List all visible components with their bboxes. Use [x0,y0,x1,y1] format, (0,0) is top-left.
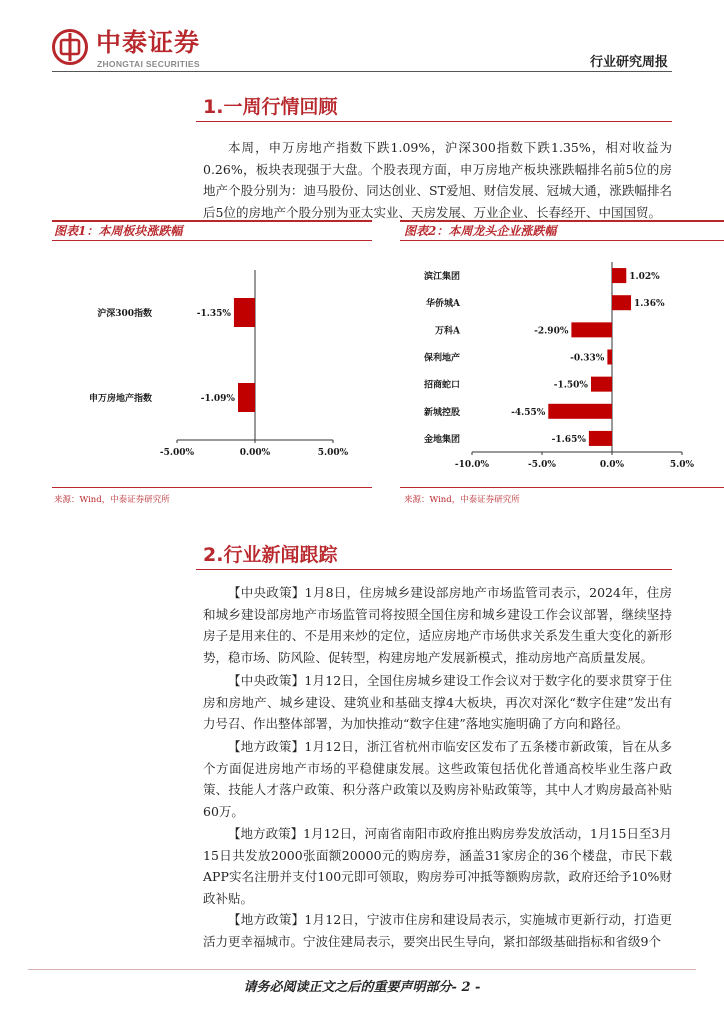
footer-divider [28,969,696,970]
category-label: 万科A [435,326,460,337]
section1-paragraph: 本周，申万房地产指数下跌1.09%，沪深300指数下跌1.35%，相对收益为0.26%，板块表现强于大盘。个股表现方面，申万房地产板块涨跌幅排名前5位的房地产个股分别为：迪马股份、同达创业、ST爱旭、财信发展、冠城大通，涨跌幅排名后5位的房地产个股分别为亚太实业、天房发展、万业企业、长春经开、中国国贸。 [203,140,672,220]
x-tick-label: 0.00% [239,448,271,458]
x-tick-label: 5.00% [317,448,349,458]
news-paragraph: 【中央政策】1月8日，住房城乡建设部房地产市场监管司表示，2024年，住房和城乡建设部房地产市场监管司将按照全国住房和城乡建设工作会议部署，继续坚持房子是用来住的、不是用来炒的定位，适应房地产市场供求关系发生重大变化的新形势，稳市场、防风险、促转型，构建房地产发展新模式，推动房地产高质量发展。 [203,585,672,665]
figure1-chart [52,242,372,484]
report-type: 行业研究周报 [589,55,668,70]
figure1-top-rule [52,220,372,222]
section2-title: 2.行业新闻跟踪 [203,544,338,566]
x-tick-label: -10.0% [454,460,490,470]
x-tick-label: 0.0% [599,460,625,470]
data-label: -0.33% [570,353,605,364]
data-label: -1.35% [196,309,231,319]
zhongtai-logo-icon [52,29,88,65]
x-tick-label: 5.0% [669,460,695,470]
news-paragraph: 【地方政策】1月12日，河南省南阳市政府推出购房券发放活动，1月15日至3月15日共发放2000张面额20000元的购房券，涵盖31家房企的36个楼盘，市民下载APP实名注册并支付100元即可领取，购房券可冲抵等额购房款，政府还给予10%财政补贴。 [203,826,672,906]
category-label: 申万房地产指数 [88,394,152,404]
section1-divider [196,121,672,122]
bar [612,295,631,310]
news-paragraph: 【地方政策】1月12日，宁波市住房和建设局表示，实施城市更新行动，打造更活力更幸福城市。宁波住建局表示，要突出民生导向，紧扣部级基础指标和省级9个 [203,912,672,949]
news-paragraph: 【中央政策】1月12日，全国住房城乡建设工作会议对于数字化的要求贯穿于住房和房地产、城乡建设、建筑业和基础支撑4大板块，再次对深化“数字住建”发出有力号召、作出整体部署，为加快推动“数字住建”落地实施明确了方向和路径。 [203,673,672,731]
x-tick-label: -5.00% [159,448,195,458]
brand-name-cn: 中泰证券 [96,28,201,57]
category-label: 滨江集团 [423,272,460,283]
header-divider [52,71,672,72]
section2-divider [196,569,672,570]
bar [548,404,612,419]
category-label: 华侨城A [426,299,460,310]
news-paragraph: 【地方政策】1月12日，浙江省杭州市临安区发布了五条楼市新政策，旨在从多个方面促进房地产市场的平稳健康发展。这些政策包括优化普通高校毕业生落户政策、技能人才落户政策、积分落户政策以及购房补贴政策等，其中人才购房最高补贴60万。 [203,739,672,819]
data-label: -1.50% [553,380,588,391]
bar [238,383,255,412]
category-label: 招商蛇口 [423,380,460,391]
figure1-source: 来源：Wind，中泰证券研究所 [54,495,170,505]
figure1-source-rule [52,487,372,488]
data-label: -2.90% [534,326,569,337]
data-label: -1.65% [551,434,586,445]
bar [571,322,612,337]
bar [612,268,626,283]
figure2-source: 来源：Wind，中泰证券研究所 [404,495,520,505]
brand-name-en: ZHONGTAI SECURITIES [97,59,200,69]
category-label: 保利地产 [423,353,460,364]
bar [234,298,255,327]
figure2-title-rule [400,240,724,241]
footer-disclaimer: 请务必阅读正文之后的重要声明部分- 2 - [243,980,481,995]
figure2-chart [400,242,724,484]
figure2-title: 图表2：本周龙头企业涨跌幅 [404,224,557,238]
x-tick-label: -5.0% [528,460,556,470]
section1-title: 1.一周行情回顾 [203,96,338,118]
data-label: 1.36% [634,299,665,310]
data-label: -1.09% [200,394,235,404]
data-label: -4.55% [511,407,546,418]
bar [607,350,612,365]
category-label: 金地集团 [423,434,460,445]
figure1-title: 图表1：本周板块涨跌幅 [54,224,183,238]
figure1-title-rule [52,240,372,241]
figure2-top-rule [400,220,724,222]
category-label: 新城控股 [423,407,460,418]
bar [589,431,612,446]
bar [591,377,612,392]
data-label: 1.02% [629,272,660,283]
figure2-source-rule [400,487,724,488]
category-label: 沪深300指数 [97,309,152,319]
